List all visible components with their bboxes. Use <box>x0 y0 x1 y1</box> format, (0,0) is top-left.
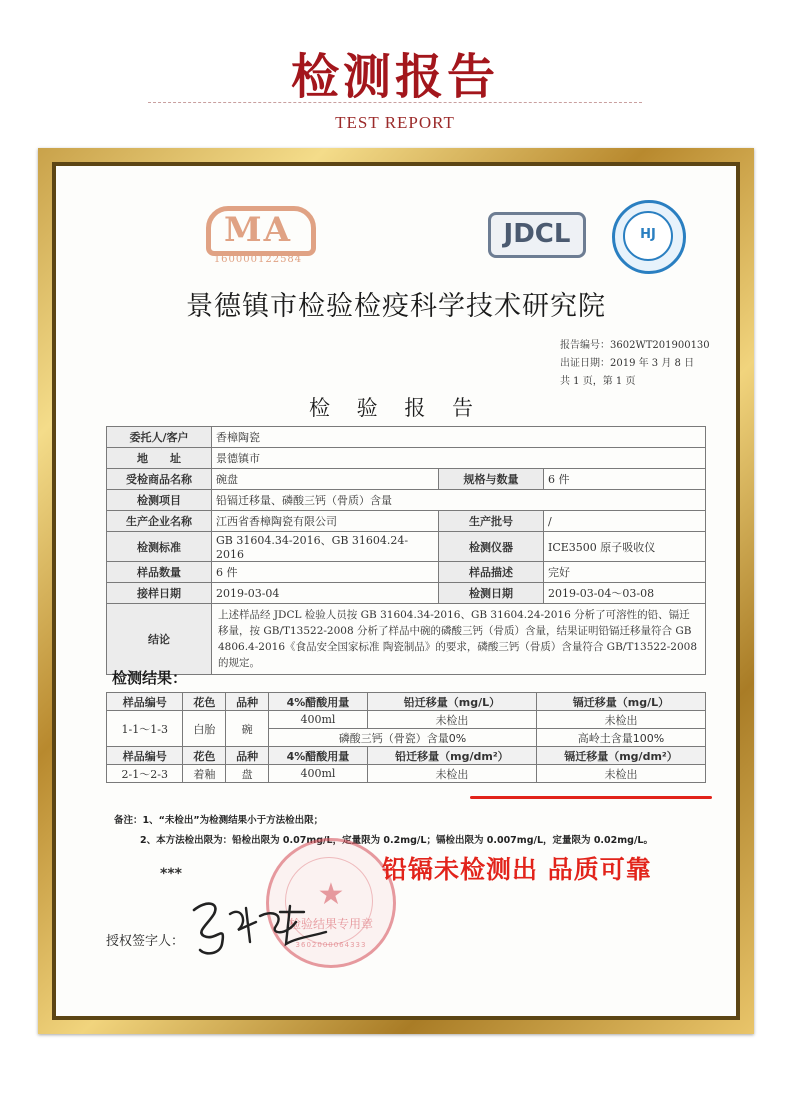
conclusion-label: 结论 <box>107 604 212 675</box>
table-row <box>107 765 706 783</box>
table-row <box>107 448 706 469</box>
maker-label: 生产企业名称 <box>107 511 212 532</box>
certificate-paper <box>56 166 736 1016</box>
seal-text: 检验结果专用章 <box>288 917 373 931</box>
color-cell: 着釉 <box>183 765 226 783</box>
report-title: 检 验 报 告 <box>308 396 484 420</box>
desc-value: 完好 <box>544 562 706 583</box>
variety-cell: 碗 <box>226 711 269 747</box>
test-date-label: 检测日期 <box>439 583 544 604</box>
jdcl-logo-icon: JDCL <box>488 212 586 258</box>
header-cell: 镉迁移量（mg/L） <box>536 693 705 711</box>
lead-cell: 未检出 <box>367 765 536 783</box>
note-1: 备注：1、“未检出”为检测结果小于方法检出限； <box>114 815 324 826</box>
header-cell: 镉迁移量（mg/dm²） <box>536 747 705 765</box>
page-title: 检测报告 <box>290 49 499 105</box>
header-cell: 品种 <box>226 747 269 765</box>
frame-inner <box>52 162 740 1020</box>
bone-content-cell: 磷酸三钙（骨瓷）含量0% <box>269 729 537 747</box>
page-info: 共 1 页，第 1 页 <box>560 376 636 387</box>
table-row <box>107 711 706 729</box>
title-divider <box>148 102 642 103</box>
table-row <box>107 583 706 604</box>
qty-label: 样品数量 <box>107 562 212 583</box>
certificate-frame <box>38 148 754 1034</box>
qty-value: 6 件 <box>212 562 439 583</box>
client-label: 委托人/客户 <box>107 427 212 448</box>
batch-label: 生产批号 <box>439 511 544 532</box>
report-number: 报告编号：3602WT201900130 <box>560 340 710 351</box>
signer-label: 授权签字人： <box>106 934 185 949</box>
seal-code: 3602000064333 <box>295 941 367 949</box>
issue-date: 出证日期：2019 年 3 月 8 日 <box>560 358 695 369</box>
organization-name: 景德镇市检验检疫科学技术研究院 <box>186 291 606 322</box>
conclusion-text: 上述样品经 JDCL 检验人员按 GB 31604.34-2016、GB 31604.24-2016 分析了可溶性的铅、镉迁移量，按 GB/T13522-2008 分析了样品中碗的磷酸三钙（骨质）含量，结果证明铅镉迁移量符合 GB 4806.4-2016《食品安全国家标准 陶瓷制品》的要求，磷酸三钙（骨质）含量符合 GB/T13522-2008 的规定。 <box>212 604 706 675</box>
spec-value: 6 件 <box>544 469 706 490</box>
items-label: 检测项目 <box>107 490 212 511</box>
table-row <box>107 511 706 532</box>
client-value: 香樟陶瓷 <box>212 427 706 448</box>
note-2: 2、本方法检出限为：铅检出限为 0.07mg/L，定量限为 0.2mg/L；镉检出限为 0.007mg/L，定量限为 0.02mg/L。 <box>140 835 653 846</box>
header-cell: 花色 <box>183 747 226 765</box>
standard-label: 检测标准 <box>107 532 212 562</box>
ma-text: MA <box>224 210 293 250</box>
sample-no-cell: 2-1～2-3 <box>107 765 183 783</box>
sample-no-cell: 1-1～1-3 <box>107 711 183 747</box>
ma-logo-icon <box>206 206 310 265</box>
header-cell: 样品编号 <box>107 747 183 765</box>
header-cell: 4%醋酸用量 <box>269 693 368 711</box>
items-value: 铅镉迁移量、磷酸三钙（骨质）含量 <box>212 490 706 511</box>
product-label: 受检商品名称 <box>107 469 212 490</box>
instrument-value: ICE3500 原子吸收仪 <box>544 532 706 562</box>
recv-label: 接样日期 <box>107 583 212 604</box>
promo-text: 铅镉未检测出 品质可靠 <box>382 855 652 884</box>
header-cell: 花色 <box>183 693 226 711</box>
table-row <box>107 427 706 448</box>
stars-mark: *** <box>160 866 182 882</box>
acid-cell: 400ml <box>269 765 368 783</box>
table-row <box>107 747 706 765</box>
recv-value: 2019-03-04 <box>212 583 439 604</box>
hj-ring <box>623 211 673 261</box>
address-value: 景德镇市 <box>212 448 706 469</box>
batch-value: / <box>544 511 706 532</box>
variety-cell: 盘 <box>226 765 269 783</box>
header-cell: 铅迁移量（mg/L） <box>367 693 536 711</box>
table-row <box>107 490 706 511</box>
cadmium-cell: 未检出 <box>536 765 705 783</box>
standard-value: GB 31604.34-2016、GB 31604.24-2016 <box>212 532 439 562</box>
maker-value: 江西省香樟陶瓷有限公司 <box>212 511 439 532</box>
ma-number: 160000122584 <box>213 254 303 265</box>
kaolin-content-cell: 高岭土含量100% <box>536 729 705 747</box>
header-cell: 4%醋酸用量 <box>269 747 368 765</box>
cadmium-cell: 未检出 <box>536 711 705 729</box>
hj-mark: HJ <box>640 227 656 242</box>
table-row <box>107 604 706 675</box>
results-title: 检测结果： <box>112 669 188 687</box>
red-underline <box>470 796 712 799</box>
table-row <box>107 469 706 490</box>
handwritten-signature-icon <box>186 892 336 962</box>
table-row <box>107 693 706 711</box>
table-row <box>107 562 706 583</box>
test-date-value: 2019-03-04～03-08 <box>544 583 706 604</box>
lead-cell: 未检出 <box>367 711 536 729</box>
acid-cell: 400ml <box>269 711 368 729</box>
seal-star-icon: ★ <box>317 877 345 912</box>
address-label: 地 址 <box>107 448 212 469</box>
table-row <box>107 532 706 562</box>
instrument-label: 检测仪器 <box>439 532 544 562</box>
color-cell: 白胎 <box>183 711 226 747</box>
header-cell: 样品编号 <box>107 693 183 711</box>
hj-logo-icon <box>612 200 686 274</box>
results-table <box>106 692 706 783</box>
header-cell: 铅迁移量（mg/dm²） <box>367 747 536 765</box>
spec-label: 规格与数量 <box>439 469 544 490</box>
page-subtitle: TEST REPORT <box>335 113 455 132</box>
header-cell: 品种 <box>226 693 269 711</box>
product-value: 碗盘 <box>212 469 439 490</box>
desc-label: 样品描述 <box>439 562 544 583</box>
info-table <box>106 426 706 675</box>
